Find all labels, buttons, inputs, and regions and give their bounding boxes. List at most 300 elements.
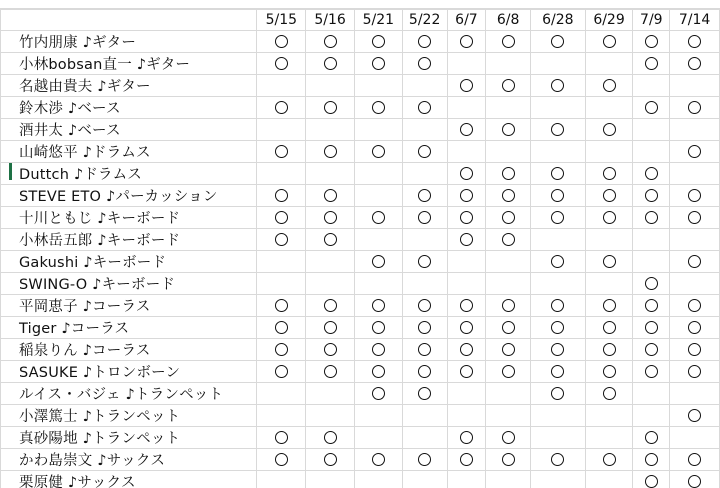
circle-mark-icon — [275, 101, 288, 114]
empty-cell[interactable] — [531, 140, 586, 162]
header-date-cell[interactable]: 7/9 — [633, 10, 670, 31]
empty-cell[interactable] — [402, 404, 447, 426]
attendance-mark-cell[interactable] — [670, 184, 720, 206]
attendance-mark-cell[interactable] — [402, 338, 447, 360]
attendance-mark-cell[interactable] — [306, 360, 355, 382]
attendance-mark-cell[interactable] — [257, 316, 306, 338]
attendance-mark-cell[interactable] — [585, 316, 633, 338]
member-name-cell[interactable]: 小林bobsan直一 ♪ギター — [1, 52, 257, 74]
empty-cell[interactable] — [670, 74, 720, 96]
attendance-mark-cell[interactable] — [402, 360, 447, 382]
circle-mark-icon — [418, 57, 431, 70]
attendance-mark-cell[interactable] — [306, 426, 355, 448]
circle-mark-icon — [645, 453, 658, 466]
empty-cell[interactable] — [633, 140, 670, 162]
attendance-mark-cell[interactable] — [306, 140, 355, 162]
circle-mark-icon — [551, 35, 564, 48]
attendance-mark-cell[interactable] — [531, 162, 586, 184]
empty-cell[interactable] — [531, 228, 586, 250]
attendance-mark-cell[interactable] — [447, 30, 486, 52]
attendance-mark-cell[interactable] — [402, 96, 447, 118]
table-row — [1, 184, 720, 206]
empty-cell[interactable] — [486, 382, 531, 404]
empty-cell[interactable] — [531, 96, 586, 118]
circle-mark-icon — [551, 167, 564, 180]
circle-mark-icon — [372, 343, 385, 356]
circle-mark-icon — [324, 321, 337, 334]
circle-mark-icon — [275, 233, 288, 246]
circle-mark-icon — [418, 321, 431, 334]
circle-mark-icon — [688, 189, 701, 202]
empty-cell[interactable] — [354, 228, 402, 250]
attendance-mark-cell[interactable] — [670, 316, 720, 338]
empty-cell[interactable] — [402, 228, 447, 250]
attendance-mark-cell[interactable] — [531, 338, 586, 360]
attendance-mark-cell[interactable] — [531, 448, 586, 470]
empty-cell[interactable] — [354, 272, 402, 294]
empty-cell[interactable] — [670, 162, 720, 184]
circle-mark-icon — [460, 299, 473, 312]
attendance-mark-cell[interactable] — [306, 228, 355, 250]
empty-cell[interactable] — [585, 52, 633, 74]
member-name-cell[interactable]: Duttch ♪ドラムス — [1, 162, 257, 184]
attendance-mark-cell[interactable] — [531, 294, 586, 316]
empty-cell[interactable] — [486, 96, 531, 118]
empty-cell[interactable] — [670, 228, 720, 250]
empty-cell[interactable] — [670, 382, 720, 404]
attendance-mark-cell[interactable] — [354, 250, 402, 272]
attendance-mark-cell[interactable] — [354, 448, 402, 470]
attendance-mark-cell[interactable] — [402, 206, 447, 228]
attendance-mark-cell[interactable] — [447, 162, 486, 184]
circle-mark-icon — [603, 167, 616, 180]
attendance-mark-cell[interactable] — [257, 228, 306, 250]
attendance-mark-cell[interactable] — [402, 250, 447, 272]
attendance-grid[interactable] — [0, 9, 720, 488]
attendance-mark-cell[interactable] — [531, 316, 586, 338]
empty-cell[interactable] — [402, 272, 447, 294]
attendance-mark-cell[interactable] — [354, 338, 402, 360]
attendance-mark-cell[interactable] — [531, 118, 586, 140]
member-name-cell[interactable]: 酒井太 ♪ベース — [1, 118, 257, 140]
attendance-mark-cell[interactable] — [447, 74, 486, 96]
empty-cell[interactable] — [447, 272, 486, 294]
empty-cell[interactable] — [257, 250, 306, 272]
attendance-mark-cell[interactable] — [447, 316, 486, 338]
attendance-mark-cell[interactable] — [402, 316, 447, 338]
circle-mark-icon — [418, 453, 431, 466]
circle-mark-icon — [645, 167, 658, 180]
empty-cell[interactable] — [486, 250, 531, 272]
attendance-mark-cell[interactable] — [585, 30, 633, 52]
header-date-cell[interactable]: 6/29 — [585, 10, 633, 31]
member-name-cell[interactable]: 稲泉りん ♪コーラス — [1, 338, 257, 360]
empty-cell[interactable] — [670, 426, 720, 448]
attendance-mark-cell[interactable] — [670, 338, 720, 360]
attendance-mark-cell[interactable] — [486, 206, 531, 228]
attendance-mark-cell[interactable] — [354, 52, 402, 74]
header-date-cell[interactable]: 5/16 — [306, 10, 355, 31]
attendance-mark-cell[interactable] — [486, 74, 531, 96]
empty-cell[interactable] — [447, 140, 486, 162]
attendance-mark-cell[interactable] — [486, 162, 531, 184]
circle-mark-icon — [502, 365, 515, 378]
empty-cell[interactable] — [633, 404, 670, 426]
attendance-mark-cell[interactable] — [633, 184, 670, 206]
attendance-mark-cell[interactable] — [633, 206, 670, 228]
table-row — [1, 360, 720, 382]
attendance-mark-cell[interactable] — [486, 184, 531, 206]
table-row — [1, 96, 720, 118]
attendance-mark-cell[interactable] — [633, 30, 670, 52]
attendance-mark-cell[interactable] — [306, 294, 355, 316]
empty-cell[interactable] — [402, 162, 447, 184]
empty-cell[interactable] — [670, 272, 720, 294]
circle-mark-icon — [460, 365, 473, 378]
empty-cell[interactable] — [257, 162, 306, 184]
member-name-cell[interactable]: Gakushi ♪キーボード — [1, 250, 257, 272]
attendance-mark-cell[interactable] — [670, 250, 720, 272]
empty-cell[interactable] — [402, 470, 447, 488]
attendance-mark-cell[interactable] — [585, 382, 633, 404]
attendance-mark-cell[interactable] — [354, 382, 402, 404]
empty-cell[interactable] — [531, 52, 586, 74]
attendance-mark-cell[interactable] — [257, 448, 306, 470]
attendance-mark-cell[interactable] — [306, 206, 355, 228]
attendance-mark-cell[interactable] — [402, 448, 447, 470]
attendance-mark-cell[interactable] — [585, 250, 633, 272]
attendance-mark-cell[interactable] — [306, 96, 355, 118]
empty-cell[interactable] — [447, 52, 486, 74]
attendance-mark-cell[interactable] — [306, 338, 355, 360]
empty-cell[interactable] — [354, 404, 402, 426]
attendance-mark-cell[interactable] — [585, 338, 633, 360]
attendance-mark-cell[interactable] — [633, 448, 670, 470]
attendance-mark-cell[interactable] — [354, 30, 402, 52]
member-name-cell[interactable]: 竹内朋康 ♪ギター — [1, 30, 257, 52]
empty-cell[interactable] — [531, 404, 586, 426]
attendance-mark-cell[interactable] — [531, 206, 586, 228]
attendance-mark-cell[interactable] — [447, 206, 486, 228]
circle-mark-icon — [324, 145, 337, 158]
attendance-mark-cell[interactable] — [633, 96, 670, 118]
attendance-mark-cell[interactable] — [585, 448, 633, 470]
empty-cell[interactable] — [633, 74, 670, 96]
empty-cell[interactable] — [447, 470, 486, 488]
table-row — [1, 470, 720, 488]
empty-cell[interactable] — [447, 404, 486, 426]
header-date-cell[interactable]: 6/7 — [447, 10, 486, 31]
attendance-mark-cell[interactable] — [531, 30, 586, 52]
attendance-mark-cell[interactable] — [257, 294, 306, 316]
empty-cell[interactable] — [486, 52, 531, 74]
empty-cell[interactable] — [306, 382, 355, 404]
attendance-mark-cell[interactable] — [585, 162, 633, 184]
attendance-mark-cell[interactable] — [306, 30, 355, 52]
attendance-mark-cell[interactable] — [402, 382, 447, 404]
header-date-cell[interactable]: 5/21 — [354, 10, 402, 31]
empty-cell[interactable] — [257, 272, 306, 294]
table-row — [1, 382, 720, 404]
attendance-mark-cell[interactable] — [257, 30, 306, 52]
attendance-mark-cell[interactable] — [633, 338, 670, 360]
attendance-mark-cell[interactable] — [531, 250, 586, 272]
attendance-mark-cell[interactable] — [486, 30, 531, 52]
attendance-mark-cell[interactable] — [633, 52, 670, 74]
attendance-mark-cell[interactable] — [633, 316, 670, 338]
circle-mark-icon — [645, 343, 658, 356]
attendance-mark-cell[interactable] — [670, 294, 720, 316]
empty-cell[interactable] — [585, 140, 633, 162]
empty-cell[interactable] — [354, 118, 402, 140]
empty-cell[interactable] — [306, 118, 355, 140]
attendance-mark-cell[interactable] — [531, 184, 586, 206]
attendance-mark-cell[interactable] — [585, 118, 633, 140]
member-name-cell[interactable]: STEVE ETO ♪パーカッション — [1, 184, 257, 206]
empty-cell[interactable] — [585, 470, 633, 488]
circle-mark-icon — [645, 365, 658, 378]
attendance-mark-cell[interactable] — [486, 294, 531, 316]
attendance-mark-cell[interactable] — [447, 294, 486, 316]
sheet-top-edge — [0, 0, 720, 9]
table-row — [1, 294, 720, 316]
attendance-mark-cell[interactable] — [447, 338, 486, 360]
member-name-cell[interactable]: 山崎悠平 ♪ドラムス — [1, 140, 257, 162]
empty-cell[interactable] — [585, 272, 633, 294]
attendance-mark-cell[interactable] — [486, 360, 531, 382]
attendance-mark-cell[interactable] — [257, 338, 306, 360]
circle-mark-icon — [645, 101, 658, 114]
attendance-mark-cell[interactable] — [486, 426, 531, 448]
attendance-mark-cell[interactable] — [402, 184, 447, 206]
attendance-mark-cell[interactable] — [402, 52, 447, 74]
circle-mark-icon — [372, 255, 385, 268]
empty-cell[interactable] — [633, 118, 670, 140]
circle-mark-icon — [645, 299, 658, 312]
circle-mark-icon — [418, 387, 431, 400]
empty-cell[interactable] — [257, 470, 306, 488]
attendance-mark-cell[interactable] — [633, 470, 670, 488]
attendance-mark-cell[interactable] — [447, 118, 486, 140]
circle-mark-icon — [418, 101, 431, 114]
attendance-mark-cell[interactable] — [585, 360, 633, 382]
circle-mark-icon — [460, 79, 473, 92]
attendance-mark-cell[interactable] — [670, 360, 720, 382]
empty-cell[interactable] — [670, 118, 720, 140]
attendance-mark-cell[interactable] — [633, 426, 670, 448]
attendance-mark-cell[interactable] — [670, 96, 720, 118]
attendance-mark-cell[interactable] — [354, 360, 402, 382]
empty-cell[interactable] — [486, 272, 531, 294]
circle-mark-icon — [688, 343, 701, 356]
attendance-mark-cell[interactable] — [402, 294, 447, 316]
attendance-mark-cell[interactable] — [257, 360, 306, 382]
member-name-cell[interactable]: 平岡恵子 ♪コーラス — [1, 294, 257, 316]
attendance-mark-cell[interactable] — [447, 426, 486, 448]
empty-cell[interactable] — [633, 382, 670, 404]
attendance-mark-cell[interactable] — [486, 228, 531, 250]
empty-cell[interactable] — [354, 426, 402, 448]
member-name-cell[interactable]: 小澤篤士 ♪トランペット — [1, 404, 257, 426]
empty-cell[interactable] — [257, 382, 306, 404]
empty-cell[interactable] — [486, 140, 531, 162]
table-row — [1, 404, 720, 426]
header-date-cell[interactable]: 7/14 — [670, 10, 720, 31]
empty-cell[interactable] — [257, 74, 306, 96]
header-cell-name[interactable] — [1, 10, 257, 31]
attendance-mark-cell[interactable] — [633, 162, 670, 184]
attendance-mark-cell[interactable] — [402, 30, 447, 52]
member-name-cell[interactable]: 十川ともじ ♪キーボード — [1, 206, 257, 228]
member-name-cell[interactable]: 小林岳五郎 ♪キーボード — [1, 228, 257, 250]
attendance-mark-cell[interactable] — [447, 184, 486, 206]
attendance-mark-cell[interactable] — [257, 140, 306, 162]
empty-cell[interactable] — [306, 162, 355, 184]
circle-mark-icon — [502, 299, 515, 312]
table-row — [1, 338, 720, 360]
empty-cell[interactable] — [531, 470, 586, 488]
empty-cell[interactable] — [447, 382, 486, 404]
header-row — [1, 10, 720, 31]
attendance-mark-cell[interactable] — [670, 448, 720, 470]
empty-cell[interactable] — [306, 470, 355, 488]
attendance-mark-cell[interactable] — [486, 316, 531, 338]
attendance-mark-cell[interactable] — [670, 404, 720, 426]
empty-cell[interactable] — [306, 272, 355, 294]
table-row — [1, 272, 720, 294]
attendance-mark-cell[interactable] — [257, 426, 306, 448]
attendance-mark-cell[interactable] — [670, 52, 720, 74]
circle-mark-icon — [460, 35, 473, 48]
empty-cell[interactable] — [486, 404, 531, 426]
empty-cell[interactable] — [531, 272, 586, 294]
attendance-mark-cell[interactable] — [354, 206, 402, 228]
empty-cell[interactable] — [447, 250, 486, 272]
attendance-mark-cell[interactable] — [257, 52, 306, 74]
attendance-mark-cell[interactable] — [486, 448, 531, 470]
empty-cell[interactable] — [257, 404, 306, 426]
circle-mark-icon — [372, 57, 385, 70]
attendance-mark-cell[interactable] — [257, 206, 306, 228]
circle-mark-icon — [603, 321, 616, 334]
empty-cell[interactable] — [402, 74, 447, 96]
attendance-mark-cell[interactable] — [531, 360, 586, 382]
empty-cell[interactable] — [257, 118, 306, 140]
attendance-mark-cell[interactable] — [670, 470, 720, 488]
empty-cell[interactable] — [447, 96, 486, 118]
attendance-mark-cell[interactable] — [354, 294, 402, 316]
empty-cell[interactable] — [531, 426, 586, 448]
empty-cell[interactable] — [354, 162, 402, 184]
member-name-cell[interactable]: ルイス・バジェ ♪トランペット — [1, 382, 257, 404]
attendance-mark-cell[interactable] — [670, 30, 720, 52]
circle-mark-icon — [603, 453, 616, 466]
circle-mark-icon — [603, 189, 616, 202]
empty-cell[interactable] — [633, 250, 670, 272]
empty-cell[interactable] — [486, 470, 531, 488]
empty-cell[interactable] — [585, 426, 633, 448]
empty-cell[interactable] — [402, 426, 447, 448]
attendance-mark-cell[interactable] — [670, 140, 720, 162]
empty-cell[interactable] — [306, 404, 355, 426]
empty-cell[interactable] — [306, 250, 355, 272]
header-date-cell[interactable]: 6/8 — [486, 10, 531, 31]
attendance-mark-cell[interactable] — [486, 338, 531, 360]
circle-mark-icon — [418, 145, 431, 158]
member-name-cell[interactable]: Tiger ♪コーラス — [1, 316, 257, 338]
attendance-mark-cell[interactable] — [306, 316, 355, 338]
circle-mark-icon — [688, 453, 701, 466]
attendance-mark-cell[interactable] — [306, 184, 355, 206]
member-name-cell[interactable]: 栗原健 ♪サックス — [1, 470, 257, 488]
attendance-mark-cell[interactable] — [585, 74, 633, 96]
attendance-mark-cell[interactable] — [354, 140, 402, 162]
circle-mark-icon — [603, 123, 616, 136]
attendance-mark-cell[interactable] — [531, 74, 586, 96]
member-name-cell[interactable]: 真砂陽地 ♪トランペット — [1, 426, 257, 448]
member-name-cell[interactable]: 鈴木渉 ♪ベース — [1, 96, 257, 118]
attendance-mark-cell[interactable] — [531, 382, 586, 404]
attendance-mark-cell[interactable] — [633, 360, 670, 382]
empty-cell[interactable] — [306, 74, 355, 96]
attendance-mark-cell[interactable] — [633, 272, 670, 294]
header-date-cell[interactable]: 5/22 — [402, 10, 447, 31]
attendance-mark-cell[interactable] — [670, 206, 720, 228]
attendance-mark-cell[interactable] — [306, 448, 355, 470]
attendance-mark-cell[interactable] — [354, 96, 402, 118]
circle-mark-icon — [551, 365, 564, 378]
empty-cell[interactable] — [585, 404, 633, 426]
circle-mark-icon — [418, 35, 431, 48]
attendance-mark-cell[interactable] — [585, 184, 633, 206]
member-name-cell[interactable]: かわ島崇文 ♪サックス — [1, 448, 257, 470]
empty-cell[interactable] — [354, 184, 402, 206]
attendance-mark-cell[interactable] — [633, 294, 670, 316]
attendance-mark-cell[interactable] — [585, 294, 633, 316]
attendance-mark-cell[interactable] — [447, 360, 486, 382]
attendance-mark-cell[interactable] — [257, 96, 306, 118]
member-name-cell[interactable]: SWING-O ♪キーボード — [1, 272, 257, 294]
attendance-mark-cell[interactable] — [585, 206, 633, 228]
attendance-mark-cell[interactable] — [257, 184, 306, 206]
circle-mark-icon — [502, 189, 515, 202]
member-name-cell[interactable]: 名越由貴夫 ♪ギター — [1, 74, 257, 96]
attendance-mark-cell[interactable] — [486, 118, 531, 140]
table-row — [1, 30, 720, 52]
empty-cell[interactable] — [402, 118, 447, 140]
empty-cell[interactable] — [354, 470, 402, 488]
attendance-mark-cell[interactable] — [354, 316, 402, 338]
header-date-cell[interactable]: 6/28 — [531, 10, 586, 31]
header-date-cell[interactable]: 5/15 — [257, 10, 306, 31]
attendance-mark-cell[interactable] — [447, 228, 486, 250]
circle-mark-icon — [275, 453, 288, 466]
circle-mark-icon — [688, 145, 701, 158]
circle-mark-icon — [603, 387, 616, 400]
empty-cell[interactable] — [585, 228, 633, 250]
empty-cell[interactable] — [585, 96, 633, 118]
circle-mark-icon — [603, 211, 616, 224]
attendance-mark-cell[interactable] — [306, 52, 355, 74]
attendance-mark-cell[interactable] — [402, 140, 447, 162]
empty-cell[interactable] — [354, 74, 402, 96]
circle-mark-icon — [502, 123, 515, 136]
attendance-mark-cell[interactable] — [447, 448, 486, 470]
member-name-cell[interactable]: SASUKE ♪トロンボーン — [1, 360, 257, 382]
circle-mark-icon — [502, 233, 515, 246]
table-row — [1, 250, 720, 272]
empty-cell[interactable] — [633, 228, 670, 250]
